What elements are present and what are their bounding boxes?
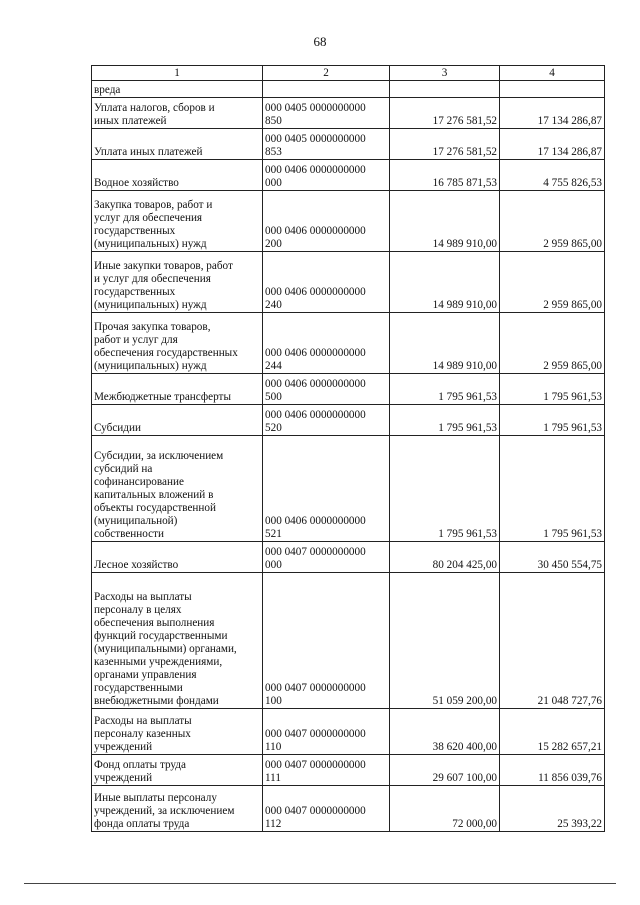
row-value-actual-cell: 17 134 286,87 xyxy=(500,98,605,129)
column-header: 4 xyxy=(500,66,605,81)
table-body xyxy=(92,81,605,832)
row-value-actual-cell: 30 450 554,75 xyxy=(500,542,605,573)
row-value-planned-cell: 17 276 581,52 xyxy=(390,129,500,160)
row-name-cell: Расходы на выплаты персоналу казенных учреждений xyxy=(92,709,263,755)
table-row xyxy=(92,542,605,573)
column-header: 1 xyxy=(92,66,263,81)
row-value-planned-cell: 38 620 400,00 xyxy=(390,709,500,755)
table-row xyxy=(92,405,605,436)
table-row xyxy=(92,252,605,313)
table-row xyxy=(92,573,605,709)
row-value-actual-cell: 2 959 865,00 xyxy=(500,252,605,313)
row-value-actual-cell: 21 048 727,76 xyxy=(500,573,605,709)
row-code-cell: 000 0406 0000000000 520 xyxy=(263,405,390,436)
table-row xyxy=(92,81,605,98)
row-value-planned-cell: 14 989 910,00 xyxy=(390,313,500,374)
row-value-actual-cell: 1 795 961,53 xyxy=(500,405,605,436)
row-value-planned-cell: 1 795 961,53 xyxy=(390,405,500,436)
row-code-cell xyxy=(263,81,390,98)
row-name-cell: Уплата иных платежей xyxy=(92,129,263,160)
table-row xyxy=(92,436,605,542)
row-value-planned-cell: 72 000,00 xyxy=(390,786,500,832)
row-code-cell: 000 0406 0000000000 521 xyxy=(263,436,390,542)
row-code-cell: 000 0406 0000000000 200 xyxy=(263,191,390,252)
page-number: 68 xyxy=(313,34,327,49)
row-code-cell: 000 0406 0000000000 500 xyxy=(263,374,390,405)
row-code-cell: 000 0407 0000000000 111 xyxy=(263,755,390,786)
row-value-actual-cell: 11 856 039,76 xyxy=(500,755,605,786)
row-code-cell: 000 0405 0000000000 850 xyxy=(263,98,390,129)
row-value-planned-cell: 80 204 425,00 xyxy=(390,542,500,573)
row-value-planned-cell: 51 059 200,00 xyxy=(390,573,500,709)
table-row xyxy=(92,374,605,405)
row-code-cell: 000 0405 0000000000 853 xyxy=(263,129,390,160)
row-value-planned-cell: 17 276 581,52 xyxy=(390,98,500,129)
row-value-planned-cell: 1 795 961,53 xyxy=(390,436,500,542)
row-name-cell: Закупка товаров, работ и услуг для обеспечения государственных (муниципальных) нужд xyxy=(92,191,263,252)
bottom-rule xyxy=(24,883,616,884)
row-value-actual-cell: 1 795 961,53 xyxy=(500,436,605,542)
row-value-actual-cell: 15 282 657,21 xyxy=(500,709,605,755)
row-name-cell: Субсидии xyxy=(92,405,263,436)
row-value-actual-cell: 1 795 961,53 xyxy=(500,374,605,405)
row-name-cell: Расходы на выплаты персоналу в целях обеспечения выполнения функций государственными (муниципальными) органами, казенными учреждениями, органами управления государственными внебюджетными фондами xyxy=(92,573,263,709)
row-value-planned-cell: 16 785 871,53 xyxy=(390,160,500,191)
row-value-planned-cell: 14 989 910,00 xyxy=(390,191,500,252)
row-code-cell: 000 0407 0000000000 000 xyxy=(263,542,390,573)
row-name-cell: Уплата налогов, сборов и иных платежей xyxy=(92,98,263,129)
row-name-cell: Прочая закупка товаров, работ и услуг для обеспечения государственных (муниципальных) нужд xyxy=(92,313,263,374)
row-name-cell: Межбюджетные трансферты xyxy=(92,374,263,405)
row-code-cell: 000 0406 0000000000 244 xyxy=(263,313,390,374)
row-name-cell: Субсидии, за исключением субсидий на софинансирование капитальных вложений в объекты государственной (муниципальной) собственности xyxy=(92,436,263,542)
row-value-actual-cell: 2 959 865,00 xyxy=(500,191,605,252)
row-code-cell: 000 0407 0000000000 110 xyxy=(263,709,390,755)
row-code-cell: 000 0406 0000000000 240 xyxy=(263,252,390,313)
row-code-cell: 000 0407 0000000000 100 xyxy=(263,573,390,709)
table-row xyxy=(92,786,605,832)
table-row xyxy=(92,129,605,160)
table-row xyxy=(92,98,605,129)
row-name-cell: Фонд оплаты труда учреждений xyxy=(92,755,263,786)
table-row xyxy=(92,191,605,252)
row-value-actual-cell xyxy=(500,81,605,98)
row-code-cell: 000 0407 0000000000 112 xyxy=(263,786,390,832)
row-value-actual-cell: 17 134 286,87 xyxy=(500,129,605,160)
table-row xyxy=(92,313,605,374)
row-value-planned-cell: 1 795 961,53 xyxy=(390,374,500,405)
row-value-actual-cell: 4 755 826,53 xyxy=(500,160,605,191)
row-name-cell: Водное хозяйство xyxy=(92,160,263,191)
row-value-planned-cell xyxy=(390,81,500,98)
row-value-planned-cell: 14 989 910,00 xyxy=(390,252,500,313)
column-header: 2 xyxy=(263,66,390,81)
budget-table xyxy=(91,65,605,832)
table-row xyxy=(92,160,605,191)
row-name-cell: Иные выплаты персоналу учреждений, за исключением фонда оплаты труда xyxy=(92,786,263,832)
row-value-planned-cell: 29 607 100,00 xyxy=(390,755,500,786)
row-name-cell: вреда xyxy=(92,81,263,98)
row-name-cell: Иные закупки товаров, работ и услуг для обеспечения государственных (муниципальных) нужд xyxy=(92,252,263,313)
row-value-actual-cell: 25 393,22 xyxy=(500,786,605,832)
row-name-cell: Лесное хозяйство xyxy=(92,542,263,573)
table-header-row xyxy=(92,66,605,81)
column-header: 3 xyxy=(390,66,500,81)
row-value-actual-cell: 2 959 865,00 xyxy=(500,313,605,374)
row-code-cell: 000 0406 0000000000 000 xyxy=(263,160,390,191)
table-row xyxy=(92,755,605,786)
table-row xyxy=(92,709,605,755)
